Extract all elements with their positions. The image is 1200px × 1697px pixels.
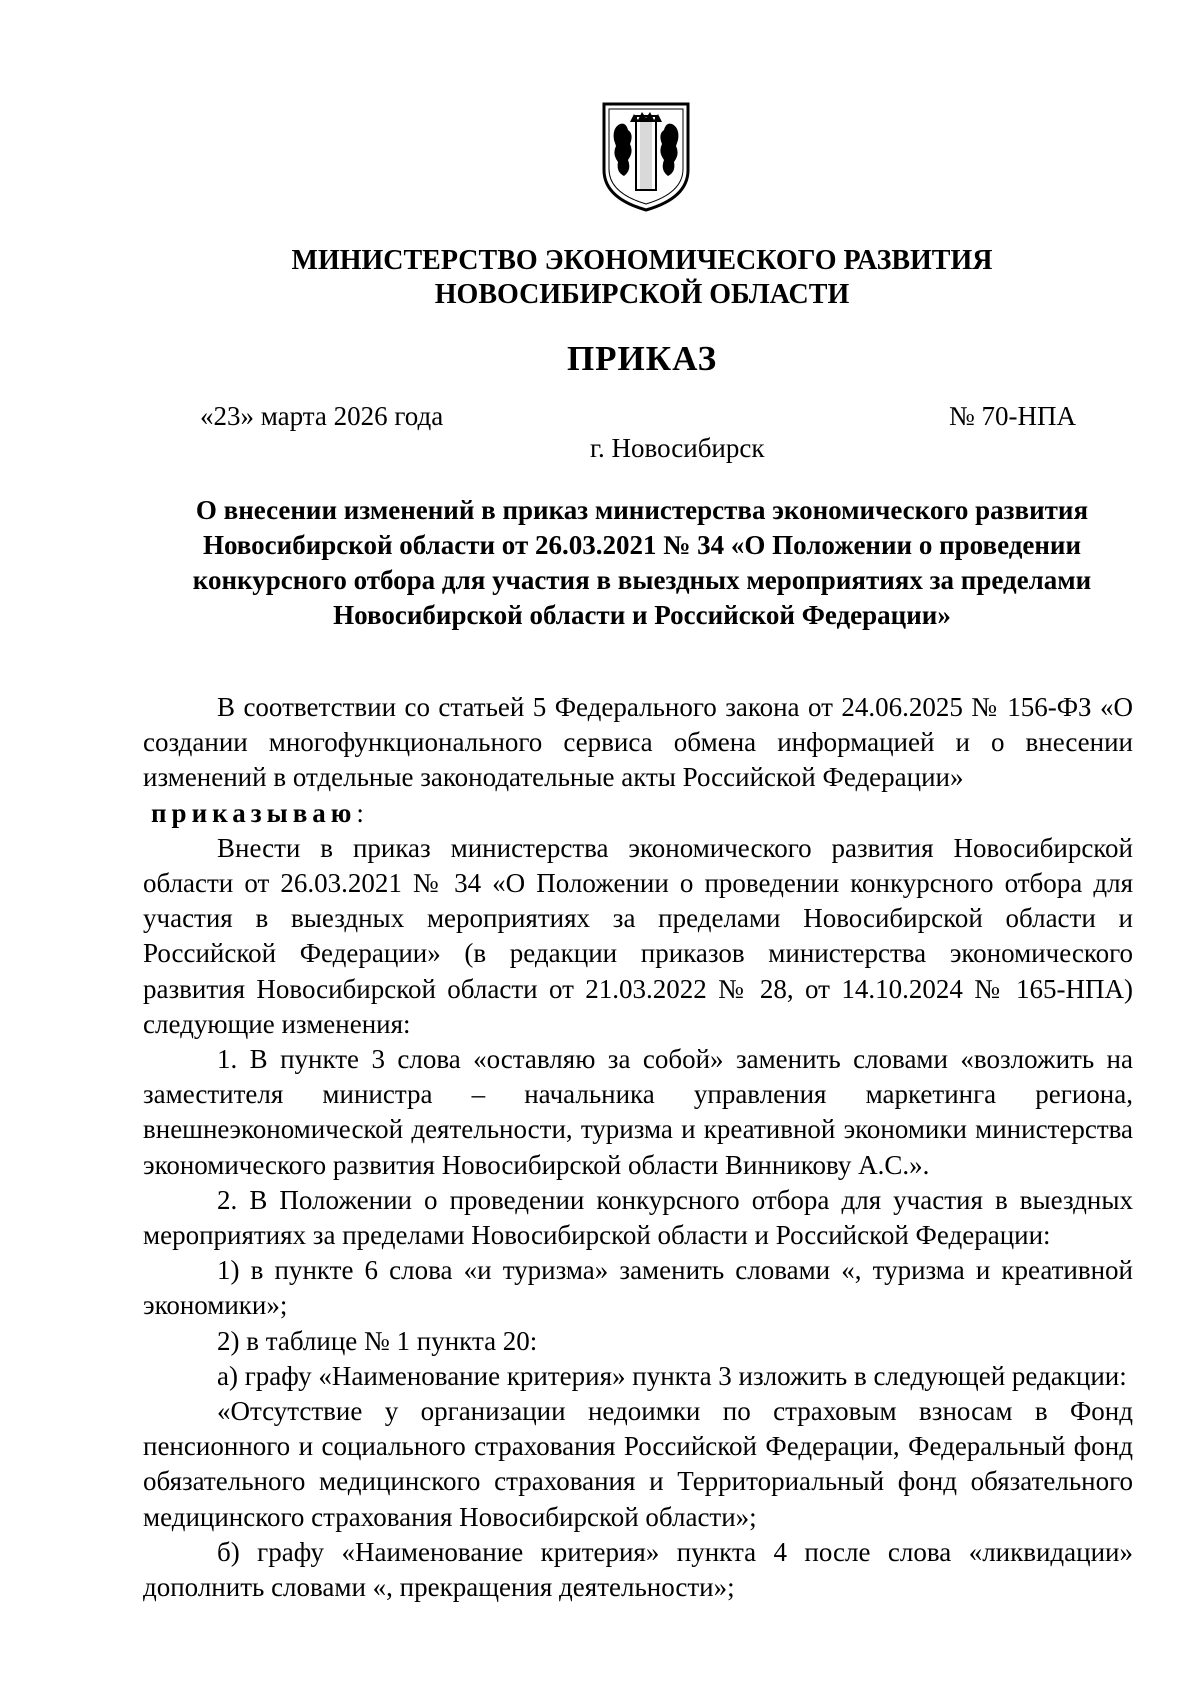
ministry-line-1: МИНИСТЕРСТВО ЭКОНОМИЧЕСКОГО РАЗВИТИЯ [291, 245, 993, 276]
orders-word: приказываю [151, 797, 357, 828]
paragraph-subitem-2a: а) графу «Наименование критерия» пункта 3 изложить в следующей редакции: [217, 1360, 1127, 1391]
paragraph-subitem-2b: б) графу «Наименование критерия» пункта 4 после слова «ликвидации» дополнить словами «, прекращения деятельности»; [143, 1536, 1133, 1603]
paragraph-subitem-1: 1) в пункте 6 слова «и туризма» заменить словами «, туризма и креативной экономики»; [143, 1255, 1133, 1321]
ministry-line-2: НОВОСИБИРСКОЙ ОБЛАСТИ [434, 279, 850, 310]
document-number: № 70-НПА [949, 401, 1076, 431]
title-line-1: О внесении изменений в приказ министерства экономического развития [195, 495, 1089, 525]
title-line-3: конкурсного отбора для участия в выездных мероприятиях за пределами [192, 565, 1092, 595]
document-type: ПРИКАЗ [566, 339, 718, 378]
paragraph-item-1: 1. В пункте 3 слова «оставляю за собой» заменить словами «возложить на заместителя министра – начальника управления маркетинга региона, внешнеэкономической деятельности, туризма и креативной экономики министерства экономического развития Новосибирской области Винникову А.С.». [143, 1044, 1133, 1180]
paragraph-criterion-text: «Отсутствие у организации недоимки по страховым взносам в Фонд пенсионного и социального страхования Российской Федерации, Федеральный фонд обязательного медицинского страхования и Территориальный фонд обязательного медицинского страхования Новосибирской области»; [143, 1396, 1133, 1532]
paragraph-subitem-2: 2) в таблице № 1 пункта 20: [217, 1325, 538, 1356]
paragraph-item-2: 2. В Положении о проведении конкурсного отбора для участия в выездных мероприятиях за пределами Новосибирской области и Российской Федерации: [143, 1184, 1133, 1251]
document-title [160, 493, 1124, 633]
document-city: г. Новосибирск [590, 433, 765, 463]
coat-of-arms-icon [600, 100, 692, 212]
orders-colon: : [356, 797, 364, 828]
document-date: «23» марта 2026 года [200, 401, 444, 431]
paragraph-amend-order: Внести в приказ министерства экономического развития Новосибирской области от 26.03.2021 № 34 «О Положении о проведении конкурсного отбора для участия в выездных мероприятиях за пределами Новосибирской области и Российской Федерации» (в редакции приказов министерства экономического развития Новосибирской области от 21.03.2022 № 28, от 14.10.2024 № 165-НПА) следующие изменения: [143, 832, 1133, 1039]
orders-line [143, 796, 1133, 831]
document-body [143, 690, 1133, 1605]
title-line-2: Новосибирской области от 26.03.2021 № 34 «О Положении о проведении [202, 530, 1082, 560]
title-line-4: Новосибирской области и Российской Федерации» [333, 600, 951, 630]
ministry-name [200, 244, 1084, 312]
paragraph-preamble: В соответствии со статьей 5 Федерального закона от 24.06.2025 № 156-ФЗ «О создании многофункционального сервиса обмена информацией и о внесении изменений в отдельные законодательные акты Российской Федерации» [143, 692, 1133, 793]
